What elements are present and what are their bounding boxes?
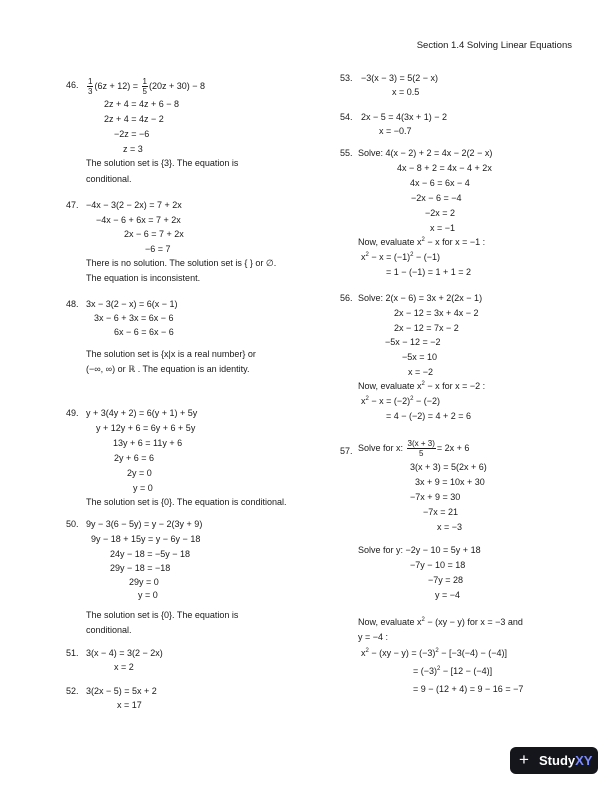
solution-text: (−∞, ∞) or ℝ . The equation is an identity. bbox=[86, 364, 250, 374]
problem-number: 53. bbox=[340, 73, 353, 83]
equation-line: 2x − 12 = 3x + 4x − 2 bbox=[394, 308, 479, 318]
equation-line: 2z + 4 = 4z + 6 − 8 bbox=[104, 99, 180, 109]
equation-line: y = 0 bbox=[133, 483, 153, 493]
equation-line: $x^2 - (xy - y) = (-3)^2 - [-3(-4) - (-4)]$ bbox=[361, 648, 508, 658]
equation-line: −2x = 2 bbox=[425, 208, 456, 218]
equation-line: y + 12y + 6 = 6y + 6 + 5y bbox=[96, 423, 196, 433]
equation-line: −4x − 3(2 − 2x) = 7 + 2x bbox=[86, 200, 182, 210]
equation-line: 3(2x − 5) = 5x + 2 bbox=[86, 686, 157, 696]
solution-text: The solution set is {x|x is a real number} or bbox=[86, 349, 256, 359]
problem-number: 46. bbox=[66, 80, 79, 90]
equation-line: −4x − 6 + 6x = 7 + 2x bbox=[96, 215, 181, 225]
equation-line: −5x − 12 = −2 bbox=[385, 337, 441, 347]
equation-line: 4x − 8 + 2 = 4x − 4 + 2x bbox=[397, 163, 492, 173]
equation-line: x = −3 bbox=[437, 522, 463, 532]
equation-line: 2y + 6 = 6 bbox=[114, 453, 155, 463]
equation-line: 9y − 18 + 15y = y − 6y − 18 bbox=[91, 534, 201, 544]
equation-line: 13y + 6 = 11y + 6 bbox=[113, 438, 183, 448]
equation-line: 2x − 6 = 7 + 2x bbox=[124, 229, 184, 239]
problem-number: 47. bbox=[66, 200, 79, 210]
problem-number: 57. bbox=[340, 446, 353, 456]
equation-line: x = −2 bbox=[408, 367, 434, 377]
equation-line: 3x + 9 = 10x + 30 bbox=[415, 477, 485, 487]
equation-line: 6x − 6 = 6x − 6 bbox=[114, 327, 174, 337]
solution-text: There is no solution. The solution set is { } or ∅. bbox=[86, 258, 277, 268]
equation-line: = 4 − (−2) = 4 + 2 = 6 bbox=[386, 411, 472, 421]
problem-number: 48. bbox=[66, 299, 79, 309]
equation-line: 3(x + 3) = 5(2x + 6) bbox=[410, 462, 487, 472]
equation-line: 2z + 4 = 4z − 2 bbox=[104, 114, 164, 124]
studyxy-logo[interactable] bbox=[510, 747, 598, 774]
equation-line: Solve for y: −2y − 10 = 5y + 18 bbox=[358, 545, 481, 555]
equation-line: −7y − 10 = 18 bbox=[410, 560, 466, 570]
equation-line: = 9 − (12 + 4) = 9 − 16 = −7 bbox=[413, 684, 524, 694]
solution-text: The solution set is {0}. The equation is bbox=[86, 610, 239, 620]
equation-line: −3(x − 3) = 5(2 − x) bbox=[361, 73, 439, 83]
equation-line: z = 3 bbox=[123, 144, 143, 154]
evaluate-text: y = −4 : bbox=[358, 632, 389, 642]
evaluate-text: Now, evaluate $x^2 - x$ for x = −1 : bbox=[358, 237, 486, 247]
problem-number: 51. bbox=[66, 648, 79, 658]
equation-line: $\frac{1}{3}$ (6z + 12) = $\frac{1}{5}$ (20z + 30) − 8 bbox=[88, 77, 205, 97]
equation-line: 29y − 18 = −18 bbox=[110, 563, 171, 573]
solution-text: The solution set is {3}. The equation is bbox=[86, 158, 239, 168]
equation-line: 2y = 0 bbox=[127, 468, 152, 478]
equation-line: 2x − 5 = 4(3x + 1) − 2 bbox=[361, 112, 448, 122]
equation-line: $x^2 - x = (-1)^2 - (-1)$ bbox=[361, 252, 440, 262]
problem-number: 54. bbox=[340, 112, 353, 122]
problem-number: 55. bbox=[340, 148, 353, 158]
problem-number: 52. bbox=[66, 686, 79, 696]
page-header: Section 1.4 Solving Linear Equations bbox=[416, 40, 572, 51]
problem-number: 50. bbox=[66, 519, 79, 529]
equation-line: −5x = 10 bbox=[402, 352, 438, 362]
logo-text: StudyXY bbox=[539, 753, 593, 768]
problem-number: 49. bbox=[66, 408, 79, 418]
equation-line: −7x + 9 = 30 bbox=[410, 492, 461, 502]
equation-line: 4x − 6 = 6x − 4 bbox=[410, 178, 470, 188]
equation-line: −2z = −6 bbox=[114, 129, 150, 139]
equation-line: x = 0.5 bbox=[392, 87, 420, 97]
equation-line: Solve: 4(x − 2) + 2 = 4x − 2(2 − x) bbox=[358, 148, 493, 158]
equation-line: = $(-3)^2 - [12 - (-4)]$ bbox=[413, 666, 493, 676]
equation-line: −2x − 6 = −4 bbox=[411, 193, 462, 203]
equation-line: $x^2 - x = (-2)^2 - (-2)$ bbox=[361, 396, 440, 406]
equation-line: x = −1 bbox=[430, 223, 456, 233]
equation-line: 29y = 0 bbox=[129, 577, 159, 587]
equation-line: = 1 − (−1) = 1 + 1 = 2 bbox=[386, 267, 472, 277]
equation-line: 2x − 12 = 7x − 2 bbox=[394, 323, 459, 333]
equation-line: 3(x − 4) = 3(2 − 2x) bbox=[86, 648, 163, 658]
equation-line: 3x − 6 + 3x = 6x − 6 bbox=[94, 313, 174, 323]
equation-line: x = −0.7 bbox=[379, 126, 412, 136]
equation-line: 24y − 18 = −5y − 18 bbox=[110, 549, 191, 559]
equation-line: y = −4 bbox=[435, 590, 461, 600]
equation-line: y = 0 bbox=[138, 590, 158, 600]
equation-line: −7y = 28 bbox=[428, 575, 464, 585]
evaluate-text: Now, evaluate $x^2 - (xy - y)$ for x = −3 and bbox=[358, 617, 523, 627]
solution-text: conditional. bbox=[86, 174, 132, 184]
equation-line: 3x − 3(2 − x) = 6(x − 1) bbox=[86, 299, 178, 309]
plus-icon: + bbox=[519, 750, 529, 769]
equation-line: −7x = 21 bbox=[423, 507, 459, 517]
equation-line: x = 2 bbox=[114, 662, 134, 672]
equation-line: y + 3(4y + 2) = 6(y + 1) + 5y bbox=[86, 408, 198, 418]
problem-number: 56. bbox=[340, 293, 353, 303]
equation-line: 9y − 3(6 − 5y) = y − 2(3y + 9) bbox=[86, 519, 203, 529]
solution-text: conditional. bbox=[86, 625, 132, 635]
solution-text: The equation is inconsistent. bbox=[86, 273, 201, 283]
solution-text: The solution set is {0}. The equation is conditional. bbox=[86, 497, 287, 507]
evaluate-text: Now, evaluate $x^2 - x$ for x = −2 : bbox=[358, 381, 486, 391]
equation-line: Solve for x: $\frac{3(x + 3)}{5}$ = 2x + 6 bbox=[358, 439, 470, 459]
equation-line: −6 = 7 bbox=[145, 244, 171, 254]
equation-line: Solve: 2(x − 6) = 3x + 2(2x − 1) bbox=[358, 293, 483, 303]
equation-line: x = 17 bbox=[117, 700, 142, 710]
